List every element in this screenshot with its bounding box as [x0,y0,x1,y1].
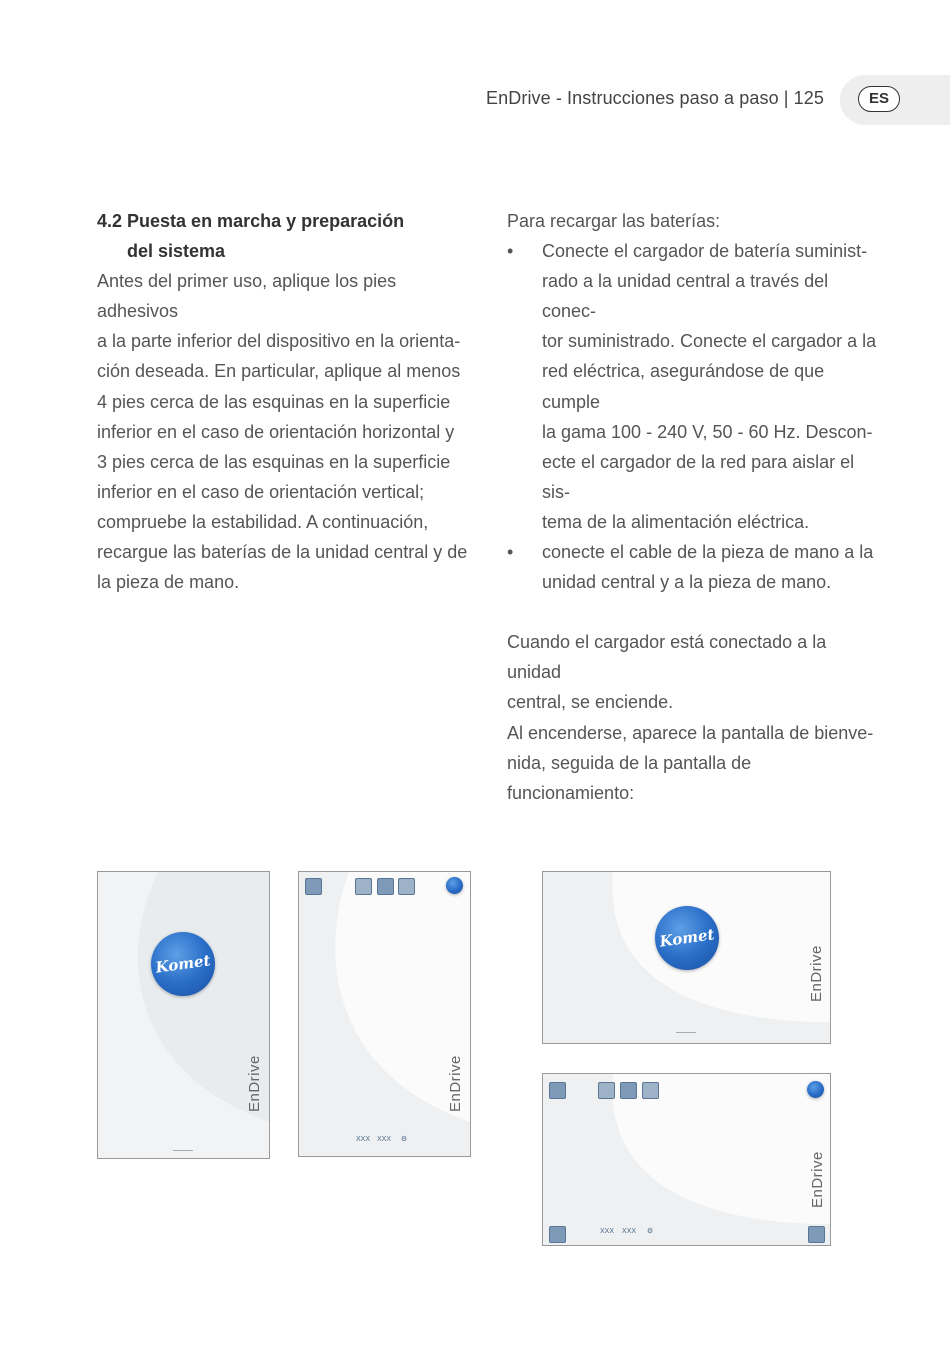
status-icon-1: XXX [356,1136,371,1143]
komet-logo-small [446,877,463,894]
wrench-icon: ⚙ [646,1228,654,1235]
paragraph-line: Al encenderse, aparece la pantalla de bienve- [507,722,874,743]
screen-operation-portrait [298,871,471,1157]
screen-background-arc [98,872,269,1158]
page-header-title: EnDrive - Instrucciones paso a paso | 125 [486,88,824,108]
mode-button-2[interactable] [620,1082,637,1099]
bullet-line: tema de la alimentación eléctrica. [542,511,810,532]
mode-button-1[interactable] [355,878,372,895]
screen-background-arc [543,1074,830,1245]
section-heading-line2: del sistema [127,241,226,262]
brand-label-vertical: EnDrive [809,1151,826,1208]
bullet-line: tor suministrado. Conecte el cargador a la [542,331,877,352]
paragraph-line: a la parte inferior del dispositivo en la orienta- [97,331,461,352]
menu-button[interactable] [808,1226,825,1243]
paragraph-line: inferior en el caso de orientación horizontal y [97,421,455,442]
brand-label-vertical: EnDrive [808,945,825,1002]
language-tab [840,75,950,125]
section-heading-line1: 4.2 Puesta en marcha y preparación [97,211,405,231]
left-column [97,206,477,597]
bullet-text [542,236,879,537]
screen-welcome-portrait [97,871,270,1159]
paragraph-line: nida, seguida de la pantalla de funcionamiento: [507,752,752,803]
bullet-line: rado a la unidad central a través del conec- [542,271,829,322]
screen-background-arc [299,872,470,1156]
wrench-icon: ⚙ [400,1136,408,1143]
status-icon-2: XXX [622,1228,637,1235]
status-icon-2: XXX [377,1136,392,1143]
bullet-line: red eléctrica, asegurándose de que cumple [542,361,825,412]
status-icon-1: XXX [600,1228,615,1235]
mode-button-3[interactable] [398,878,415,895]
screen-operation-landscape [542,1073,831,1246]
settings-button[interactable] [549,1082,566,1099]
bottom-indicator [173,1150,193,1151]
paragraph-line: compruebe la estabilidad. A continuación, [97,511,429,532]
bullet-text [542,537,879,597]
bullet-line: ecte el cargador de la red para aislar el sis- [542,451,855,502]
bullet-line: la gama 100 - 240 V, 50 - 60 Hz. Descon- [542,421,873,442]
bullet-line: Conecte el cargador de batería suminist- [542,241,868,262]
komet-logo-small [807,1081,824,1098]
mode-button-2[interactable] [377,878,394,895]
komet-logo-text: Komet [658,925,716,951]
bottom-indicator [676,1032,696,1033]
mode-button-3[interactable] [642,1082,659,1099]
bullet-line: unidad central y a la pieza de mano. [542,572,832,593]
paragraph-line: 4 pies cerca de las esquinas en la superficie [97,391,451,412]
bullet-item-1 [507,236,879,537]
komet-logo-text: Komet [154,951,212,977]
komet-logo [655,906,719,970]
intro-text: Para recargar las baterías: [507,211,721,231]
settings-button[interactable] [305,878,322,895]
bullet-symbol: • [507,542,514,563]
right-column [507,206,879,808]
paragraph-line: Antes del primer uso, aplique los pies adhesivos [97,271,397,322]
paragraph-line: la pieza de mano. [97,572,240,593]
paragraph-line: Cuando el cargador está conectado a la unidad [507,632,827,683]
mode-button-1[interactable] [598,1082,615,1099]
brand-label-vertical: EnDrive [246,1055,263,1112]
paragraph-line: 3 pies cerca de las esquinas en la superficie [97,451,451,472]
bullet-line: conecte el cable de la pieza de mano a la [542,542,874,563]
bullet-item-2 [507,537,879,597]
screen-welcome-landscape [542,871,831,1044]
bullet-symbol: • [507,241,514,262]
paragraph-line: ción deseada. En particular, aplique al menos [97,361,461,382]
language-badge: ES [858,86,900,112]
komet-logo [151,932,215,996]
paragraph-line: inferior en el caso de orientación vertical; [97,481,425,502]
paragraph-line: central, se enciende. [507,692,674,713]
paragraph-line: recargue las baterías de la unidad central y de [97,542,468,563]
back-button[interactable] [549,1226,566,1243]
brand-label-vertical: EnDrive [447,1055,464,1112]
